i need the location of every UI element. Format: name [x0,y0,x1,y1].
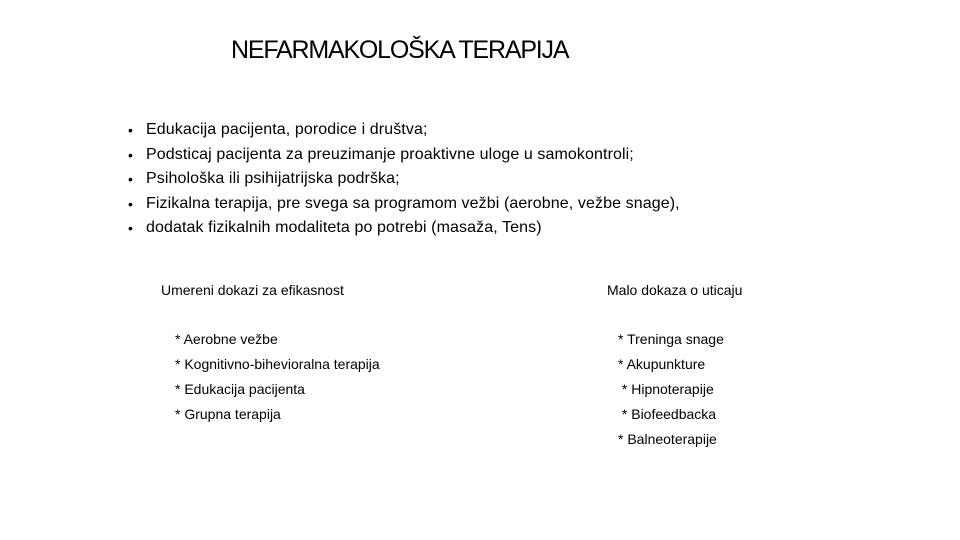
moderate-evidence-heading: Umereni dokazi za efikasnost [161,282,344,298]
bullet-icon: • [128,171,134,187]
list-item: * Treninga snage [618,331,724,347]
bullet-icon: • [128,122,134,138]
list-item: * Grupna terapija [175,406,281,422]
bullet-text: Psihološka ili psihijatrijska podrška; [146,170,400,187]
list-item: * Edukacija pacijenta [175,381,305,397]
list-item: * Balneoterapije [618,431,717,447]
bullet-text: dodatak fizikalnih modaliteta po potrebi (masaža, Tens) [146,219,542,236]
bullet-item [128,167,680,192]
list-item: * Kognitivno-bihevioralna terapija [175,356,380,372]
bullet-text: Edukacija pacijenta, porodice i društva; [146,121,428,138]
bullet-text: Fizikalna terapija, pre svega sa programom vežbi (aerobne, vežbe snage), [146,194,680,212]
page-title: NEFARMAKOLOŠKA TERAPIJA [231,36,569,64]
bullet-icon: • [128,220,134,236]
bullet-text: Podsticaj pacijenta za preuzimanje proaktivne uloge u samokontroli; [146,145,634,163]
bullet-icon: • [128,195,134,212]
low-evidence-list [618,327,724,452]
bullet-list [128,118,680,241]
bullet-item [128,216,680,241]
list-item: * Hipnoterapije [618,381,714,397]
moderate-evidence-list [175,327,380,427]
bullet-item [128,143,680,168]
bullet-item [128,118,680,143]
bullet-item [128,192,680,217]
list-item: * Akupunkture [618,356,706,372]
low-evidence-heading: Malo dokaza o uticaju [607,282,743,298]
list-item: * Aerobne vežbe [175,331,278,347]
list-item: * Biofeedbacka [618,406,717,422]
bullet-icon: • [128,146,134,163]
